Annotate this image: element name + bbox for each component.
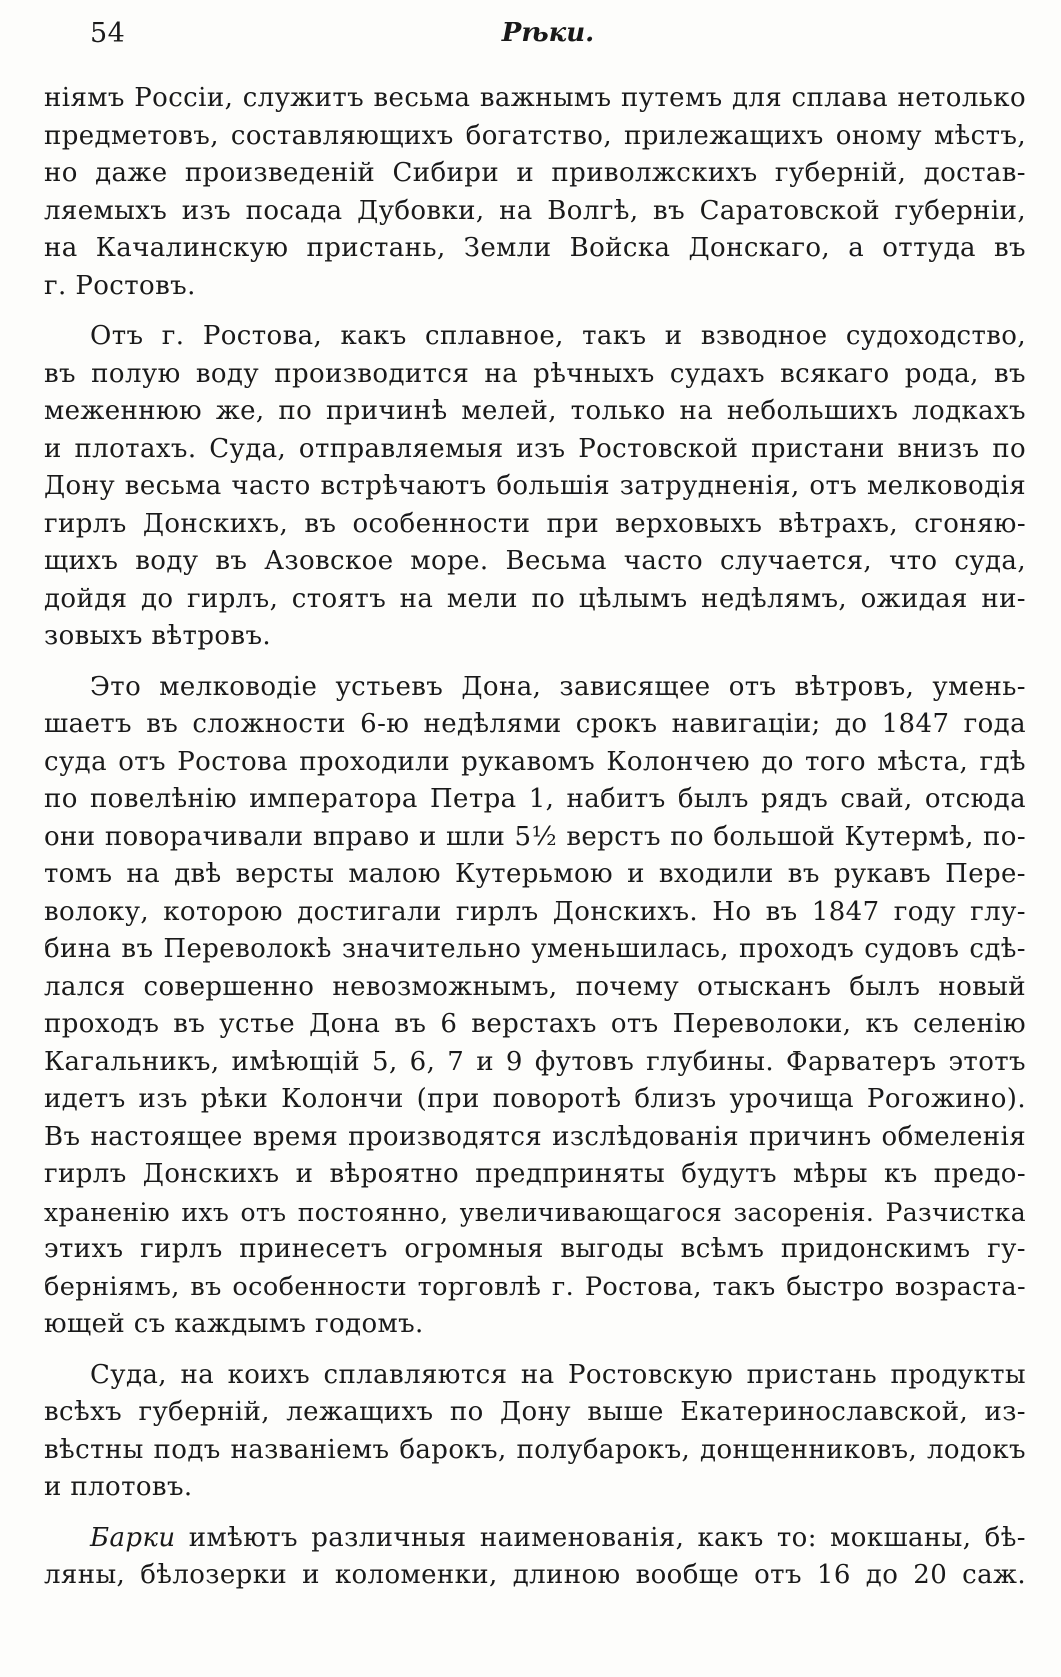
text-line: дойдя до гирлъ, стоятъ на мели по цѣлымъ недѣлямъ, ожидая ни-: [44, 583, 1026, 614]
text-line: Отъ г. Ростова, какъ сплавное, такъ и взводное судоходство,: [90, 321, 1026, 351]
text-line: лался совершенно невозможнымъ, почему отысканъ былъ новый: [44, 971, 1026, 1002]
text-line: томъ на двѣ версты малою Кутерьмою и входили въ рукавъ Пере-: [44, 859, 1026, 889]
text-line: они поворачивали вправо и шли 5½ верстъ по большой Кутермѣ, по-: [44, 821, 1026, 852]
text-line: зовыхъ вѣтровъ.: [44, 621, 272, 651]
text-line: этихъ гирлъ принесетъ огромныя выгоды всѣмъ придонскимъ гу-: [44, 1234, 1026, 1264]
text-line: Суда, на коихъ сплавляются на Ростовскую пристань продукты: [90, 1359, 1026, 1390]
paragraph-gap: [44, 656, 1026, 669]
paragraph-5: [44, 1520, 1026, 1595]
text-line: гирлъ Донскихъ, въ особенности при верховыхъ вѣтрахъ, сгоняю-: [44, 508, 1026, 539]
text-line: берніямъ, въ особенности торговлѣ г. Ростова, такъ быстро возраста-: [44, 1271, 1026, 1302]
text-line: и плотовъ.: [44, 1472, 193, 1502]
text-line: ніямъ Россіи, служитъ весьма важнымъ путемъ для сплава нетолько: [44, 83, 1026, 113]
text-line: бина въ Переволокѣ значительно уменьшилась, проходъ судовъ сдѣ-: [44, 934, 1026, 964]
text-line: ющей съ каждымъ годомъ.: [44, 1309, 424, 1339]
text-line: [44, 1520, 1026, 1558]
text-line: Дону весьма часто встрѣчаютъ большія затрудненія, отъ мелководія: [44, 471, 1026, 501]
text-line: Это мелководіе устьевъ Дона, зависящее отъ вѣтровъ, умень-: [90, 671, 1026, 702]
paragraph-4: [44, 1357, 1026, 1507]
text-line: гирлъ Донскихъ и вѣроятно предприняты будутъ мѣры къ предо-: [44, 1159, 1026, 1189]
text-line: щихъ воду въ Азовское море. Весьма часто случается, что суда,: [44, 546, 1026, 576]
paragraph-3: [44, 669, 1026, 1344]
text-line: суда отъ Ростова проходили рукавомъ Колончею до того мѣста, гдѣ: [44, 746, 1026, 777]
body-text: [44, 80, 1026, 1595]
text-line: проходъ въ устье Дона въ 6 верстахъ отъ Переволоки, къ селенію: [44, 1009, 1026, 1039]
text-line: ляны, бѣлозерки и коломенки, длиною вообще отъ 16 до 20 саж.: [44, 1560, 1026, 1590]
paragraph-gap: [44, 1344, 1026, 1357]
text-line: вѣстны подъ названіемъ барокъ, полубарокъ, донщенниковъ, лодокъ: [44, 1434, 1026, 1465]
text-line: идетъ изъ рѣки Колончи (при поворотѣ близъ урочища Рогожино).: [44, 1084, 1026, 1114]
text-line: меженнюю же, по причинѣ мелей, только на небольшихъ лодкахъ: [44, 396, 1026, 426]
text-run: имѣютъ различныя наименованія, какъ то: мокшаны, бѣ-: [175, 1522, 1026, 1553]
page-number: 54: [90, 18, 126, 49]
running-head: Рѣки.: [501, 18, 595, 48]
text-line: шаетъ въ сложности 6-ю недѣлями срокъ навигаціи; до 1847 года: [44, 709, 1026, 739]
text-line: и плотахъ. Суда, отправляемыя изъ Ростовской пристани внизъ по: [44, 433, 1026, 464]
paragraph-gap: [44, 1507, 1026, 1520]
text-line: храненію ихъ отъ постоянно, увеличивающагося засоренія. Разчистка: [44, 1197, 1026, 1227]
text-line: предметовъ, составляющихъ богатство, прилежащихъ оному мѣстъ,: [44, 120, 1026, 151]
paragraph-2: [44, 318, 1026, 656]
paragraph-gap: [44, 305, 1026, 318]
text-line: въ полую воду производится на рѣчныхъ судахъ всякаго рода, въ: [44, 358, 1026, 389]
text-line: волоку, которою достигали гирлъ Донскихъ. Но въ 1847 году глу-: [44, 896, 1026, 927]
text-line: г. Ростовъ.: [44, 270, 196, 301]
paragraph-1: [44, 80, 1026, 305]
text-line: Кагальникъ, имѣющій 5, 6, 7 и 9 футовъ глубины. Фарватеръ этотъ: [44, 1046, 1026, 1077]
text-line: Въ настоящее время производятся изслѣдованія причинъ обмеленія: [44, 1121, 1026, 1152]
text-line: на Качалинскую пристань, Земли Войска Донскаго, а оттуда въ: [44, 233, 1026, 263]
text-line: ляемыхъ изъ посада Дубовки, на Волгѣ, въ Саратовской губерніи,: [44, 195, 1026, 226]
page-header: [90, 18, 1006, 62]
text-line: по повелѣнію императора Петра 1, набитъ былъ рядъ свай, отсюда: [44, 784, 1026, 814]
italic-term: Барки: [90, 1522, 176, 1553]
text-line: но даже произведеній Сибири и приволжскихъ губерній, достав-: [44, 158, 1026, 188]
text-line: всѣхъ губерній, лежащихъ по Дону выше Екатеринославской, из-: [44, 1397, 1026, 1427]
